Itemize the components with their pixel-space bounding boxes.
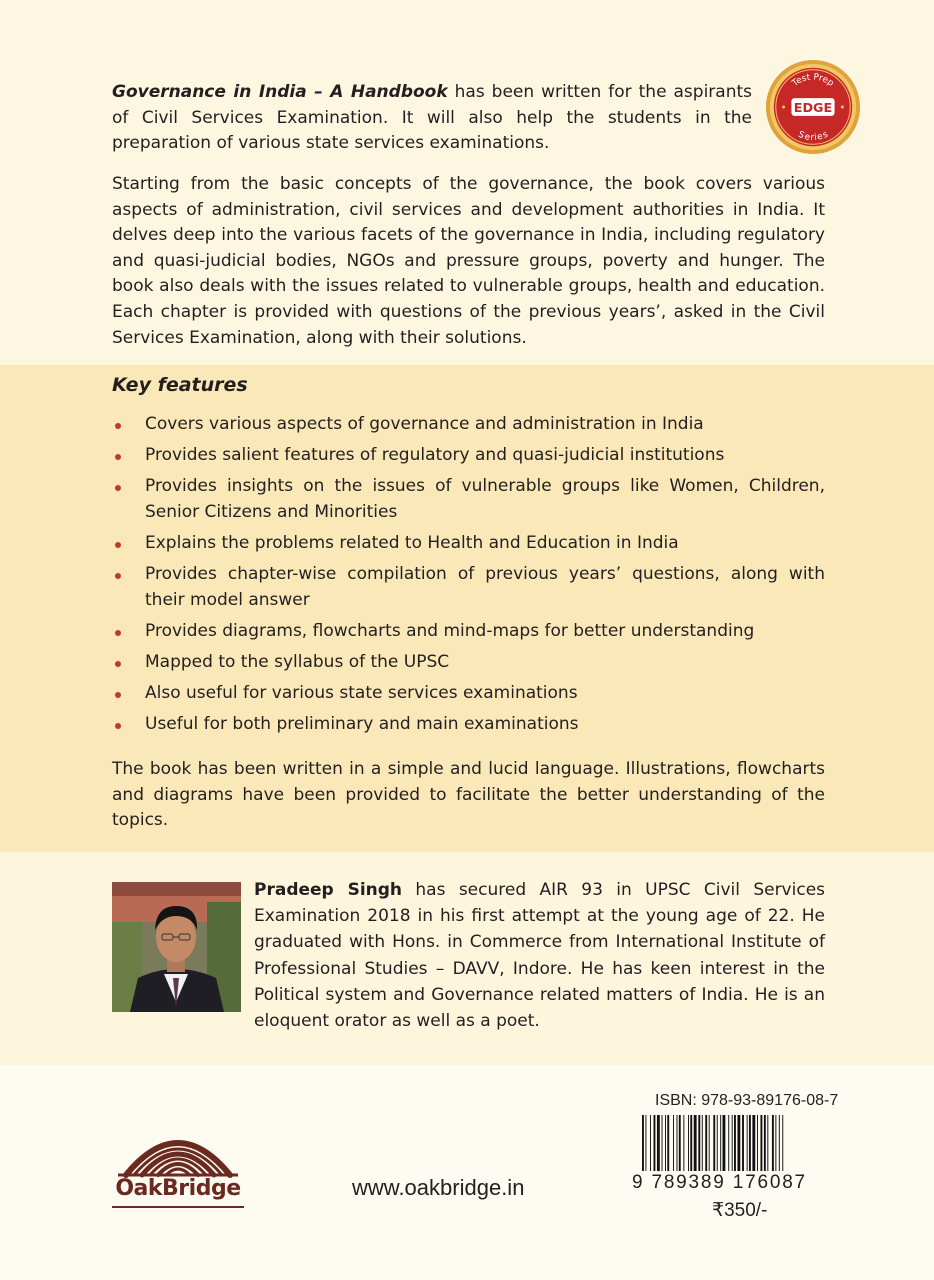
- feature-item: Explains the problems related to Health and Education in India: [112, 531, 825, 557]
- key-features-list: [112, 412, 825, 743]
- author-name: Pradeep Singh: [254, 880, 403, 900]
- author-bio: [254, 877, 825, 1034]
- overview-paragraph: Starting from the basic concepts of the governance, the book covers various aspects of administration, civil services and development authorities in India. It delves deep into the various facets of the governance in India, including regulatory and quasi-judicial bodies, NGOs and pressure groups, poverty and hunger. The book also deals with the issues related to vulnerable groups, health and education. Each chapter is provided with questions of the previous years’, asked in the Civil Services Examination, along with their solutions.: [112, 174, 825, 348]
- barcode-digits: 9 789389 176087: [632, 1172, 807, 1193]
- author-bio-text: has secured AIR 93 in UPSC Civil Services Examination 2018 in his first attempt at the young age of 22. He graduated with Hons. in Commerce from International Institute of Professional Studies – DAVV, Indore. He has keen interest in the Political system and Governance related matters of India. He is an eloquent orator as well as a poet.: [254, 880, 826, 1032]
- key-features-heading: Key features: [112, 374, 248, 396]
- intro-text: has been written for the aspirants of Civil Services Examination. It will also help the students in the preparation of various state services examinations.: [112, 82, 752, 154]
- feature-item: Covers various aspects of governance and administration in India: [112, 412, 825, 438]
- feature-item: Provides salient features of regulatory and quasi-judicial institutions: [112, 443, 825, 469]
- barcode: [640, 1115, 830, 1171]
- feature-item: Useful for both preliminary and main examinations: [112, 712, 825, 738]
- feature-item: Provides diagrams, flowcharts and mind-maps for better understanding: [112, 619, 825, 645]
- badge-bottom-text: Series: [796, 129, 830, 144]
- badge-center-text: EDGE: [793, 100, 833, 116]
- price-label: ₹350/-: [712, 1200, 768, 1221]
- publisher-name: OakBridge: [115, 1176, 241, 1201]
- book-title: Governance in India – A Handbook: [112, 82, 448, 102]
- intro-paragraph: [112, 80, 752, 157]
- logo-underline: [112, 1206, 244, 1208]
- test-prep-edge-badge: [764, 58, 862, 156]
- feature-item: Mapped to the syllabus of the UPSC: [112, 650, 825, 676]
- feature-item: Provides insights on the issues of vulnerable groups like Women, Children, Senior Citizens and Minorities: [112, 474, 825, 525]
- isbn-label: ISBN: 978-93-89176-08-7: [655, 1092, 839, 1109]
- feature-item: Provides chapter-wise compilation of previous years’ questions, along with their model answer: [112, 562, 825, 613]
- author-photo: [112, 882, 241, 1012]
- badge-top-text: Test Prep: [790, 72, 836, 89]
- feature-item: Also useful for various state services examinations: [112, 681, 825, 707]
- publisher-website[interactable]: www.oakbridge.in: [352, 1175, 525, 1200]
- closing-paragraph: The book has been written in a simple and lucid language. Illustrations, flowcharts and diagrams have been provided to facilitate the better understanding of the topics.: [112, 759, 825, 831]
